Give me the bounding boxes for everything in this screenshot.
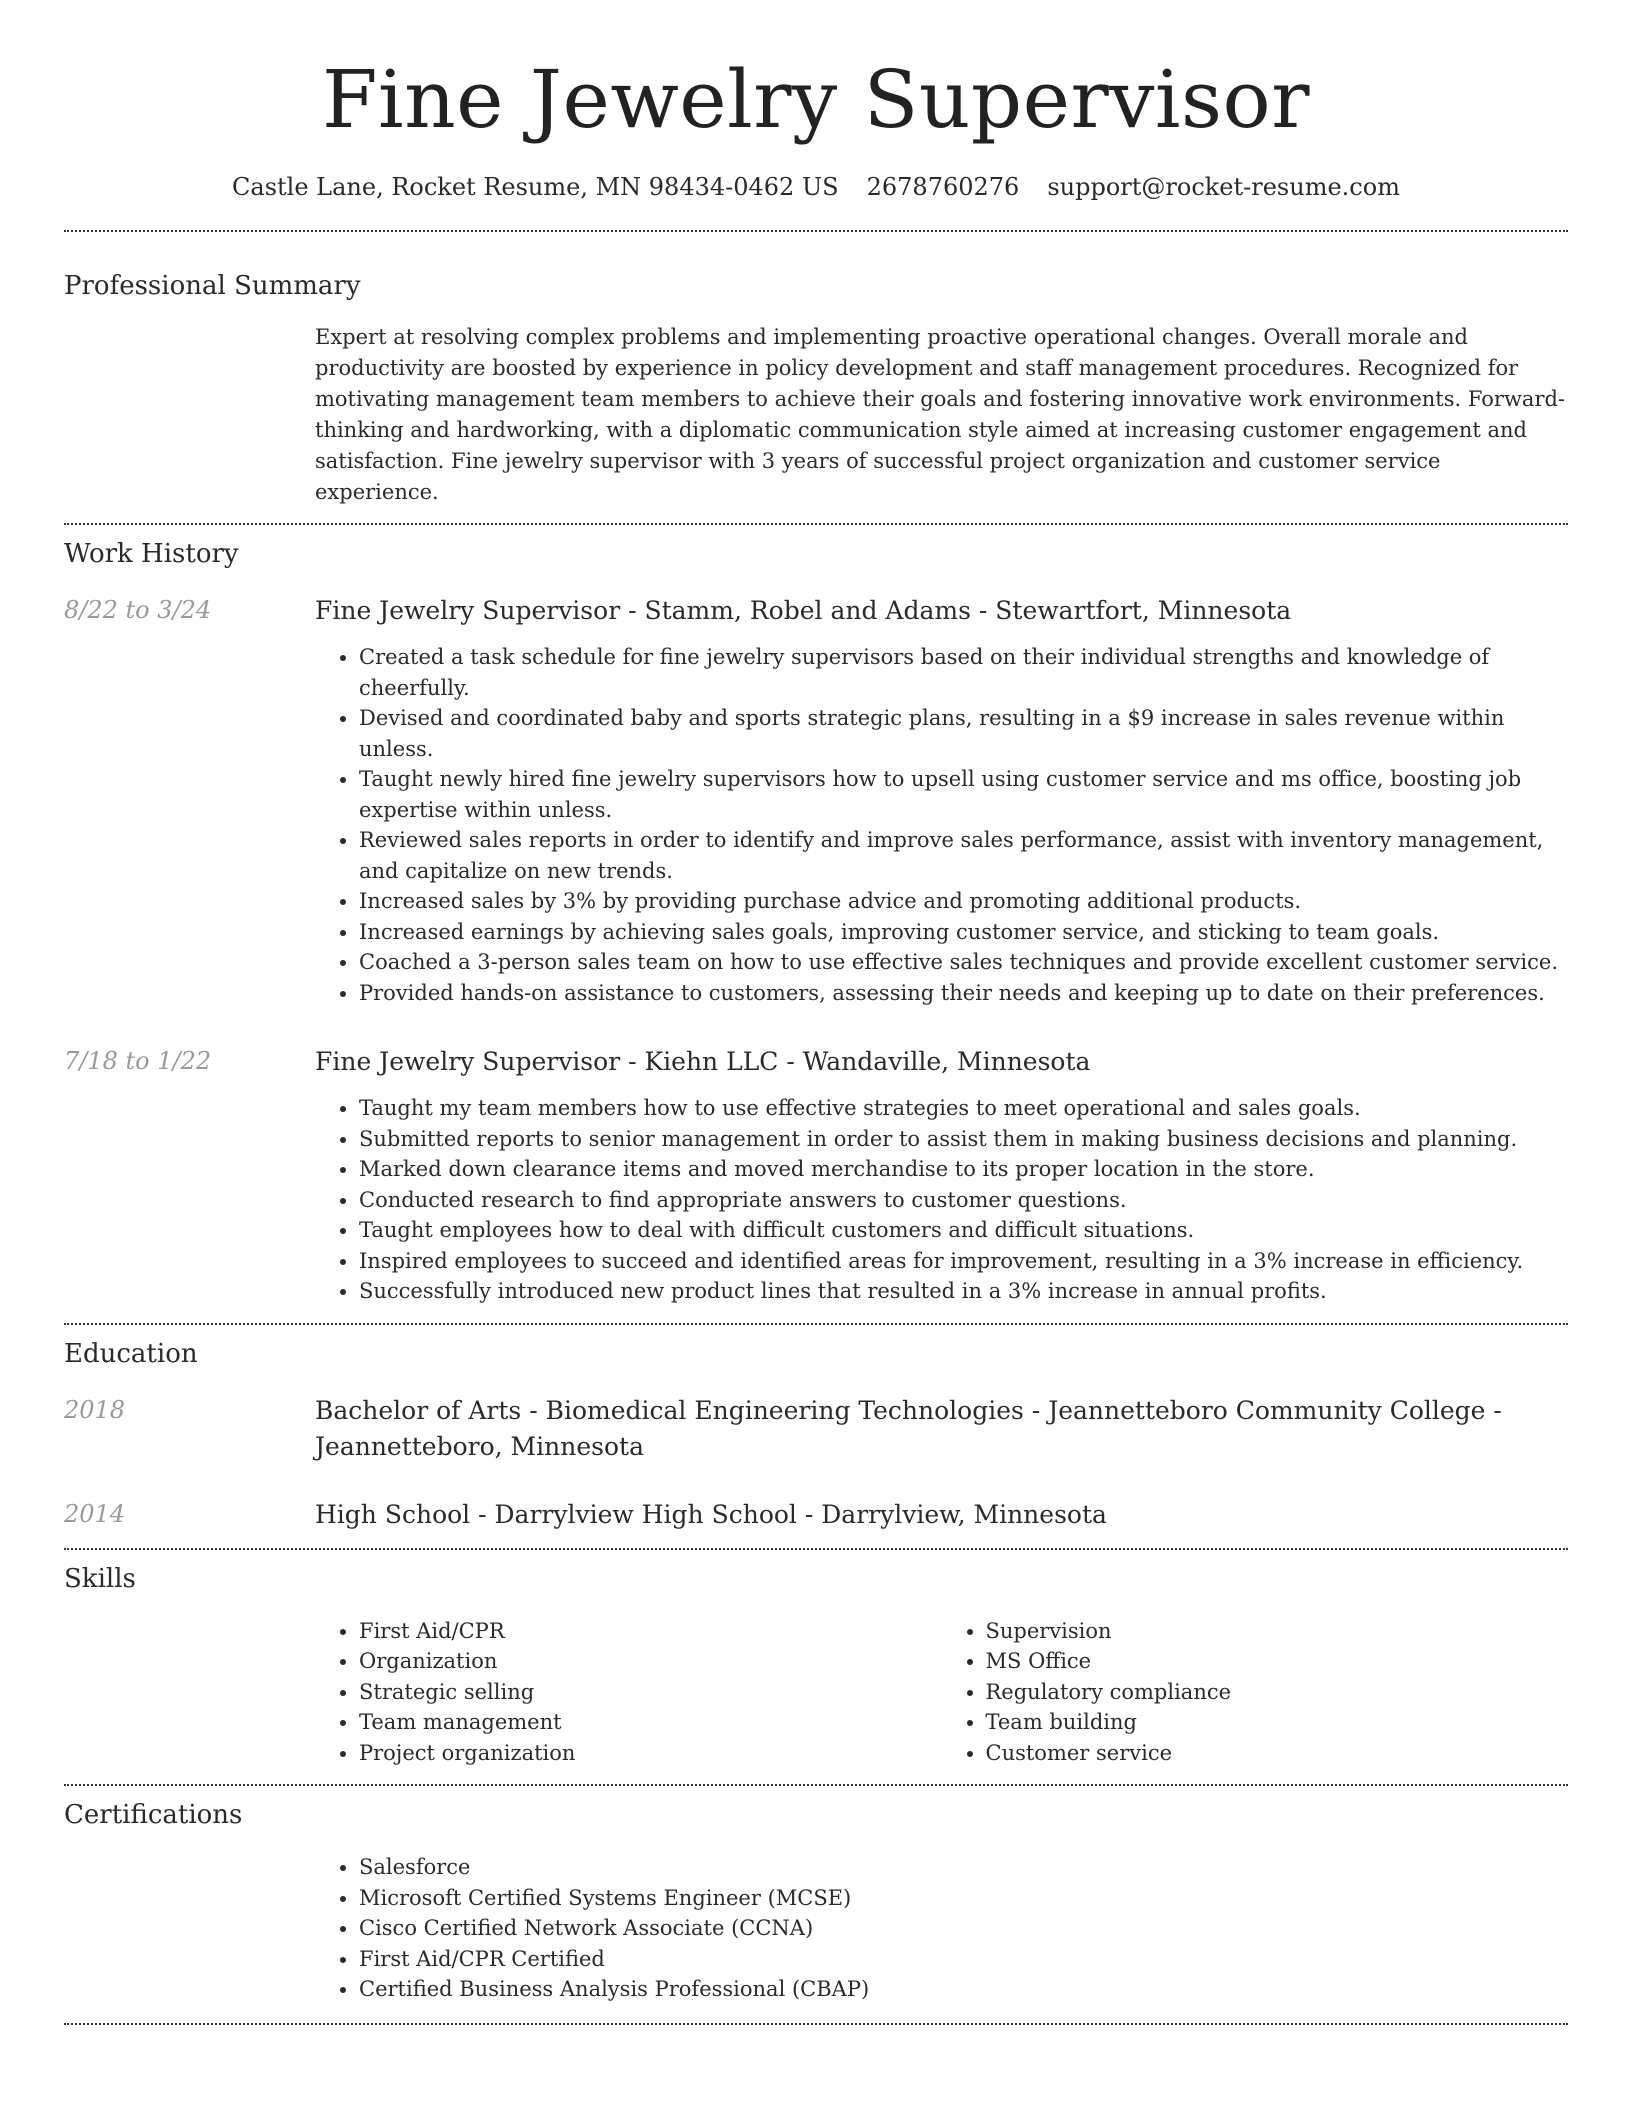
certification-item: • Cisco Certified Network Associate (CCNA)	[359, 1913, 1568, 1944]
certifications-spacer	[64, 1852, 315, 2005]
job-entry	[64, 1044, 1568, 1307]
job-dates: 8/22 to 3/24	[64, 596, 212, 624]
job-dates: 7/18 to 1/22	[64, 1047, 212, 1075]
list-item: • Taught employees how to deal with difficult customers and difficult situations.	[359, 1215, 1568, 1246]
education-heading: High School - Darrylview High School - Darrylview, Minnesota	[315, 1499, 1107, 1529]
skills-spacer	[64, 1616, 315, 1769]
skill-item: • Strategic selling	[359, 1677, 942, 1708]
skill-item: • Team management	[359, 1707, 942, 1738]
skill-item: • Supervision	[986, 1616, 1569, 1647]
skills-list-right	[942, 1616, 1569, 1769]
skill-item: • First Aid/CPR	[359, 1616, 942, 1647]
job-entry	[64, 593, 1568, 1008]
education-entry	[64, 1393, 1568, 1465]
list-item: • Increased earnings by achieving sales goals, improving customer service, and sticking to team goals.	[359, 917, 1568, 948]
certification-item: • Microsoft Certified Systems Engineer (MCSE)	[359, 1883, 1568, 1914]
contact-line	[64, 170, 1568, 204]
contact-phone: 2678760276	[866, 173, 1020, 201]
list-item: • Submitted reports to senior management in order to assist them in making business decisions and planning.	[359, 1124, 1568, 1155]
list-item: • Created a task schedule for fine jewelry supervisors based on their individual strengths and knowledge of cheerfully.	[359, 642, 1568, 703]
education-section	[64, 1325, 1568, 1533]
education-heading: Bachelor of Arts - Biomedical Engineering Technologies - Jeannetteboro Community College - Jeannetteboro, Minnesota	[315, 1395, 1502, 1461]
skill-item: • MS Office	[986, 1646, 1569, 1677]
certifications-list	[315, 1852, 1568, 2005]
list-item: • Marked down clearance items and moved merchandise to its proper location in the store.	[359, 1154, 1568, 1185]
summary-spacer	[64, 322, 315, 508]
list-item: • Devised and coordinated baby and sports strategic plans, resulting in a $9 increase in sales revenue within unless.	[359, 703, 1568, 764]
section-title-certifications: Certifications	[64, 1800, 243, 1830]
list-item: • Conducted research to find appropriate answers to customer questions.	[359, 1185, 1568, 1216]
education-year: 2018	[64, 1395, 126, 1424]
list-item: • Coached a 3-person sales team on how to use effective sales techniques and provide excellent customer service.	[359, 947, 1568, 978]
skills-section	[64, 1550, 1568, 1769]
section-title-summary: Professional Summary	[64, 271, 361, 301]
skill-item: • Customer service	[986, 1738, 1569, 1769]
skill-item: • Organization	[359, 1646, 942, 1677]
list-item: • Inspired employees to succeed and identified areas for improvement, resulting in a 3% increase in efficiency.	[359, 1246, 1568, 1277]
certification-item: • First Aid/CPR Certified	[359, 1944, 1568, 1975]
education-entry	[64, 1497, 1568, 1533]
certification-item: • Certified Business Analysis Professional (CBAP)	[359, 1974, 1568, 2005]
list-item: • Increased sales by 3% by providing purchase advice and promoting additional products.	[359, 886, 1568, 917]
section-title-skills: Skills	[64, 1563, 136, 1594]
contact-address: Castle Lane, Rocket Resume, MN 98434-0462 US	[232, 173, 839, 201]
summary-section	[64, 232, 1568, 508]
resume-header	[64, 0, 1568, 204]
skill-item: • Team building	[986, 1707, 1569, 1738]
certifications-section	[64, 1786, 1568, 2005]
list-item: • Provided hands-on assistance to customers, assessing their needs and keeping up to date on their preferences.	[359, 978, 1568, 1009]
job-bullets	[315, 1093, 1568, 1307]
job-heading: Fine Jewelry Supervisor - Stamm, Robel and Adams - Stewartfort, Minnesota	[315, 596, 1292, 625]
section-title-education: Education	[64, 1338, 198, 1369]
skills-list-left	[315, 1616, 942, 1769]
summary-text: Expert at resolving complex problems and implementing proactive operational changes. Overall morale and productivity are boosted by experience in policy development and staff management procedures. Recognized for motivating management team members to achieve their goals and fostering innovative work environments. Forward-thinking and hardworking, with a diplomatic communication style aimed at increasing customer engagement and satisfaction. Fine jewelry supervisor with 3 years of successful project organization and customer service experience.	[315, 325, 1566, 504]
job-heading: Fine Jewelry Supervisor - Kiehn LLC - Wandaville, Minnesota	[315, 1047, 1091, 1076]
list-item: • Taught my team members how to use effective strategies to meet operational and sales goals.	[359, 1093, 1568, 1124]
job-bullets	[315, 642, 1568, 1008]
candidate-name: Fine Jewelry Supervisor	[322, 53, 1310, 146]
work-section	[64, 525, 1568, 1307]
skill-item: • Regulatory compliance	[986, 1677, 1569, 1708]
list-item: • Reviewed sales reports in order to identify and improve sales performance, assist with inventory management, and capitalize on new trends.	[359, 825, 1568, 886]
list-item: • Taught newly hired fine jewelry supervisors how to upsell using customer service and ms office, boosting job expertise within unless.	[359, 764, 1568, 825]
divider	[64, 2023, 1568, 2025]
certification-item: • Salesforce	[359, 1852, 1568, 1883]
skill-item: • Project organization	[359, 1738, 942, 1769]
contact-email: support@rocket-resume.com	[1047, 173, 1400, 201]
education-year: 2014	[64, 1499, 126, 1528]
section-title-work: Work History	[64, 539, 239, 569]
list-item: • Successfully introduced new product lines that resulted in a 3% increase in annual profits.	[359, 1276, 1568, 1307]
skills-grid	[315, 1616, 1568, 1769]
